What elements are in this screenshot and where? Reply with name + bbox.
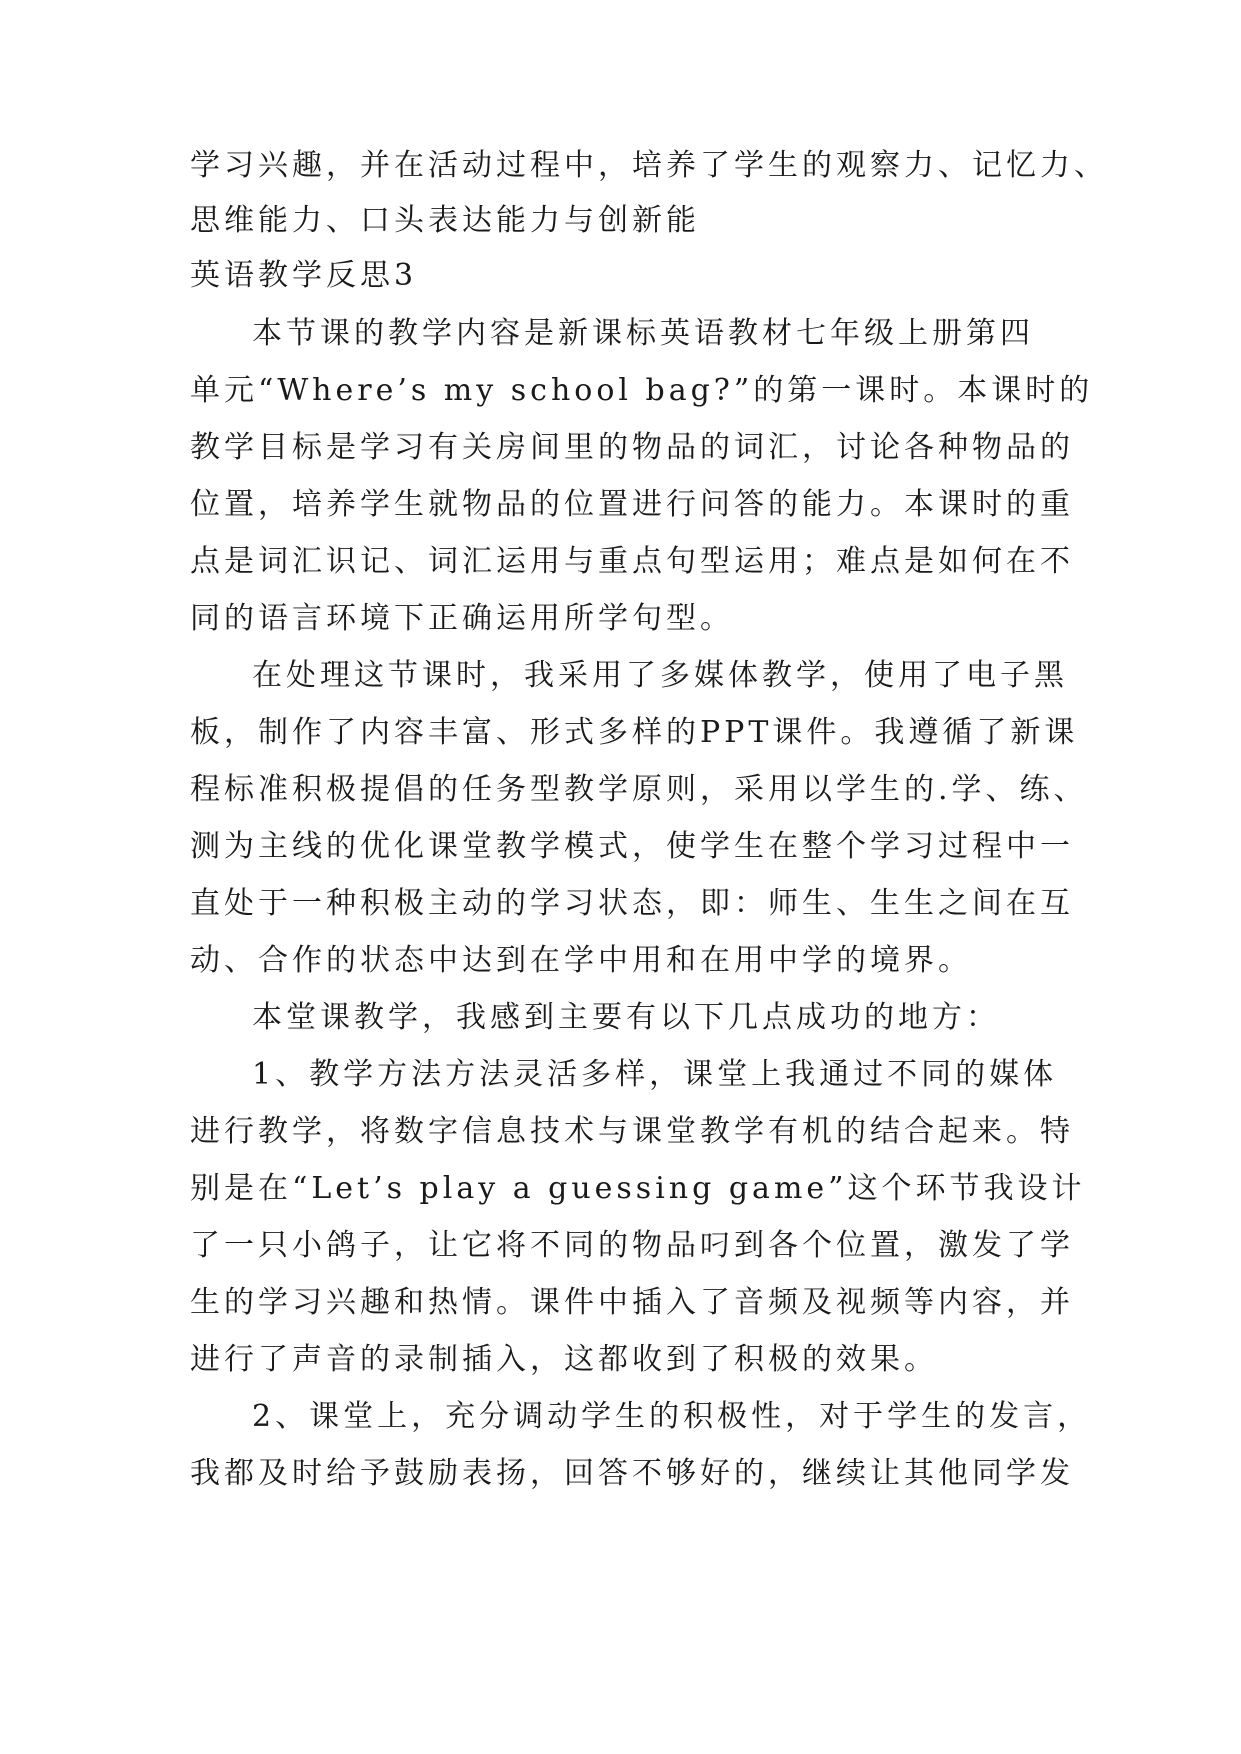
paragraph-start: 本堂课教学，我感到主要有以下几点成功的地方： — [252, 1000, 1000, 1035]
text-line: 进行了声音的录制插入，这都收到了积极的效果。 — [190, 1342, 938, 1377]
text-line: 了一只小鸽子，让它将不同的物品叼到各个位置，激发了学 — [190, 1228, 1074, 1263]
text-line: 思维能力、口头表达能力与创新能 — [190, 203, 700, 238]
text-line: 点是词汇识记、词汇运用与重点句型运用；难点是如何在不 — [190, 544, 1074, 579]
text-line: 我都及时给予鼓励表扬，回答不够好的，继续让其他同学发 — [190, 1456, 1074, 1491]
text-line: 进行教学，将数字信息技术与课堂教学有机的结合起来。特 — [190, 1114, 1074, 1149]
text-line: 别是在“Let’s play a guessing game”这个环节我设计 — [190, 1171, 1086, 1206]
text-line: 同的语言环境下正确运用所学句型。 — [190, 601, 734, 636]
paragraph-start: 1、教学方法方法灵活多样，课堂上我通过不同的媒体 — [252, 1057, 1058, 1092]
section-heading: 英语教学反思3 — [190, 258, 418, 293]
paragraph-start: 2、课堂上，充分调动学生的积极性，对于学生的发言， — [252, 1399, 1092, 1434]
text-line: 直处于一种积极主动的学习状态，即：师生、生生之间在互 — [190, 886, 1074, 921]
text-line: 动、合作的状态中达到在学中用和在用中学的境界。 — [190, 943, 972, 978]
paragraph-start: 本节课的教学内容是新课标英语教材七年级上册第四 — [252, 316, 1034, 351]
text-line: 程标准积极提倡的任务型教学原则，采用以学生的.学、练、 — [190, 772, 1088, 807]
text-line: 单元“Where’s my school bag?”的第一课时。本课时的 — [190, 373, 1094, 408]
text-line: 教学目标是学习有关房间里的物品的词汇，讨论各种物品的 — [190, 430, 1074, 465]
text-line: 板，制作了内容丰富、形式多样的PPT课件。我遵循了新课 — [190, 715, 1079, 750]
text-line: 位置，培养学生就物品的位置进行问答的能力。本课时的重 — [190, 487, 1074, 522]
text-line: 测为主线的优化课堂教学模式，使学生在整个学习过程中一 — [190, 829, 1074, 864]
paragraph-start: 在处理这节课时，我采用了多媒体教学，使用了电子黑 — [252, 658, 1068, 693]
text-line: 生的学习兴趣和热情。课件中插入了音频及视频等内容，并 — [190, 1285, 1074, 1320]
text-line: 学习兴趣，并在活动过程中，培养了学生的观察力、记忆力、 — [190, 148, 1108, 183]
